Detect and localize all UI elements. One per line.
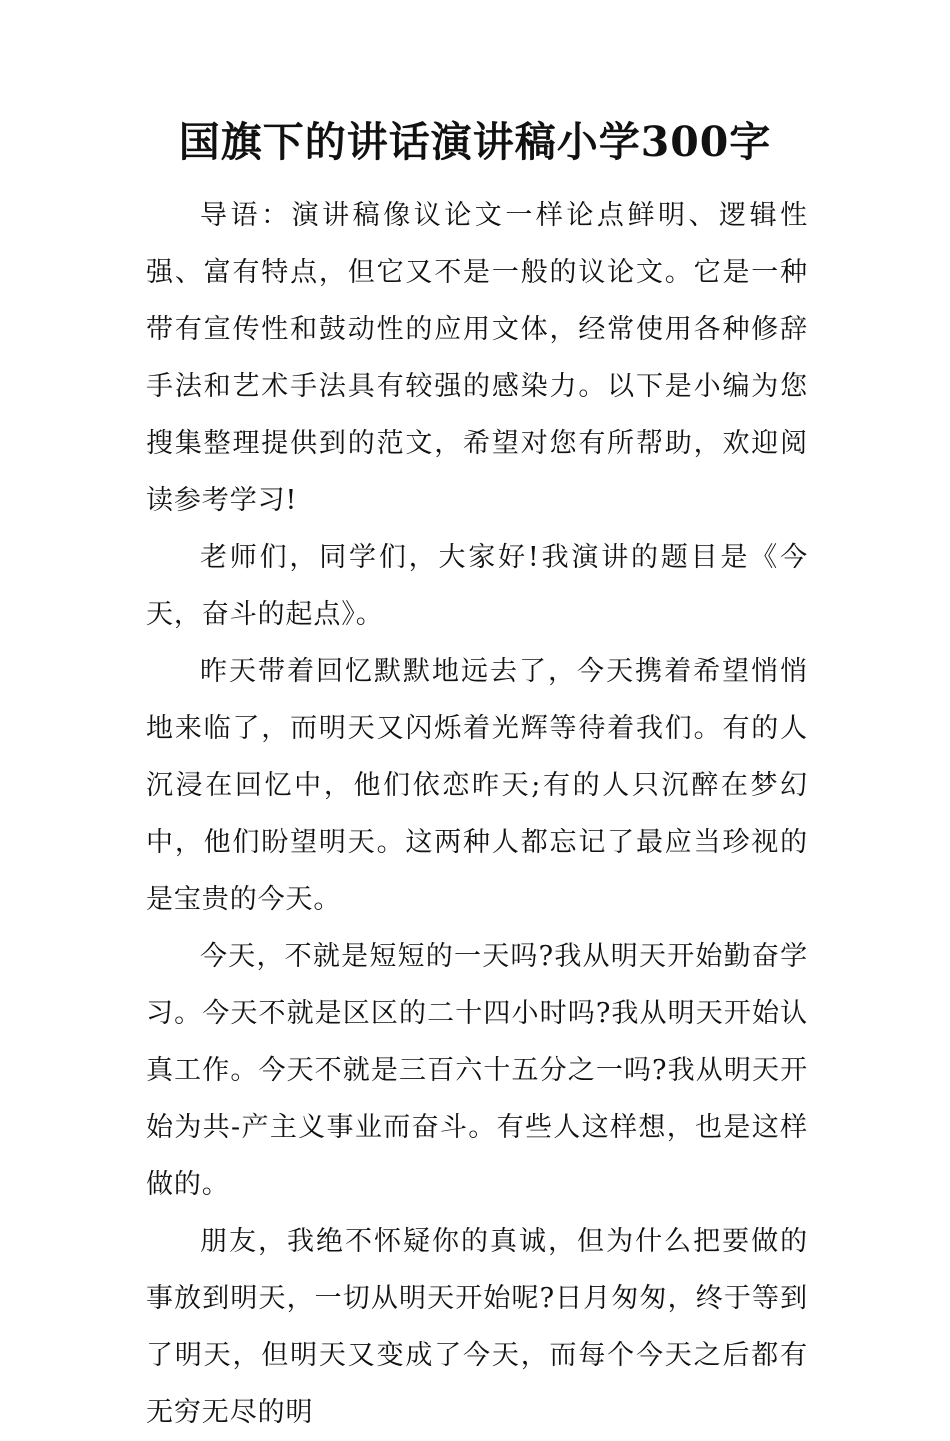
paragraph-procrastination: 今天，不就是短短的一天吗?我从明天开始勤奋学习。今天不就是区区的二十四小时吗?我从明天开始认真工作。今天不就是三百六十五分之一吗?我从明天开始为共-产主义事业而奋斗。有些人这样想，也是这样做的。 (146, 941, 808, 1200)
paragraph-greeting: 老师们，同学们，大家好!我演讲的题目是《今天，奋斗的起点》。 (146, 542, 808, 630)
paragraph-intro: 导语：演讲稿像议论文一样论点鲜明、逻辑性强、富有特点，但它又不是一般的议论文。它是一种带有宣传性和鼓动性的应用文体，经常使用各种修辞手法和艺术手法具有较强的感染力。以下是小编为您搜集整理提供到的范文，希望对您有所帮助，欢迎阅读参考学习! (146, 200, 808, 516)
document-title: 国旗下的讲话演讲稿小学300字 (178, 118, 772, 166)
paragraph-yesterday-today: 昨天带着回忆默默地远去了，今天携着希望悄悄地来临了，而明天又闪烁着光辉等待着我们。有的人沉浸在回忆中，他们依恋昨天;有的人只沉醉在梦幻中，他们盼望明天。这两种人都忘记了最应当珍视的是宝贵的今天。 (146, 656, 808, 915)
paragraph-friend: 朋友，我绝不怀疑你的真诚，但为什么把要做的事放到明天，一切从明天开始呢?日月匆匆，终于等到了明天，但明天又变成了今天，而每个今天之后都有无穷无尽的明 (146, 1226, 808, 1428)
document-body (146, 187, 808, 1441)
